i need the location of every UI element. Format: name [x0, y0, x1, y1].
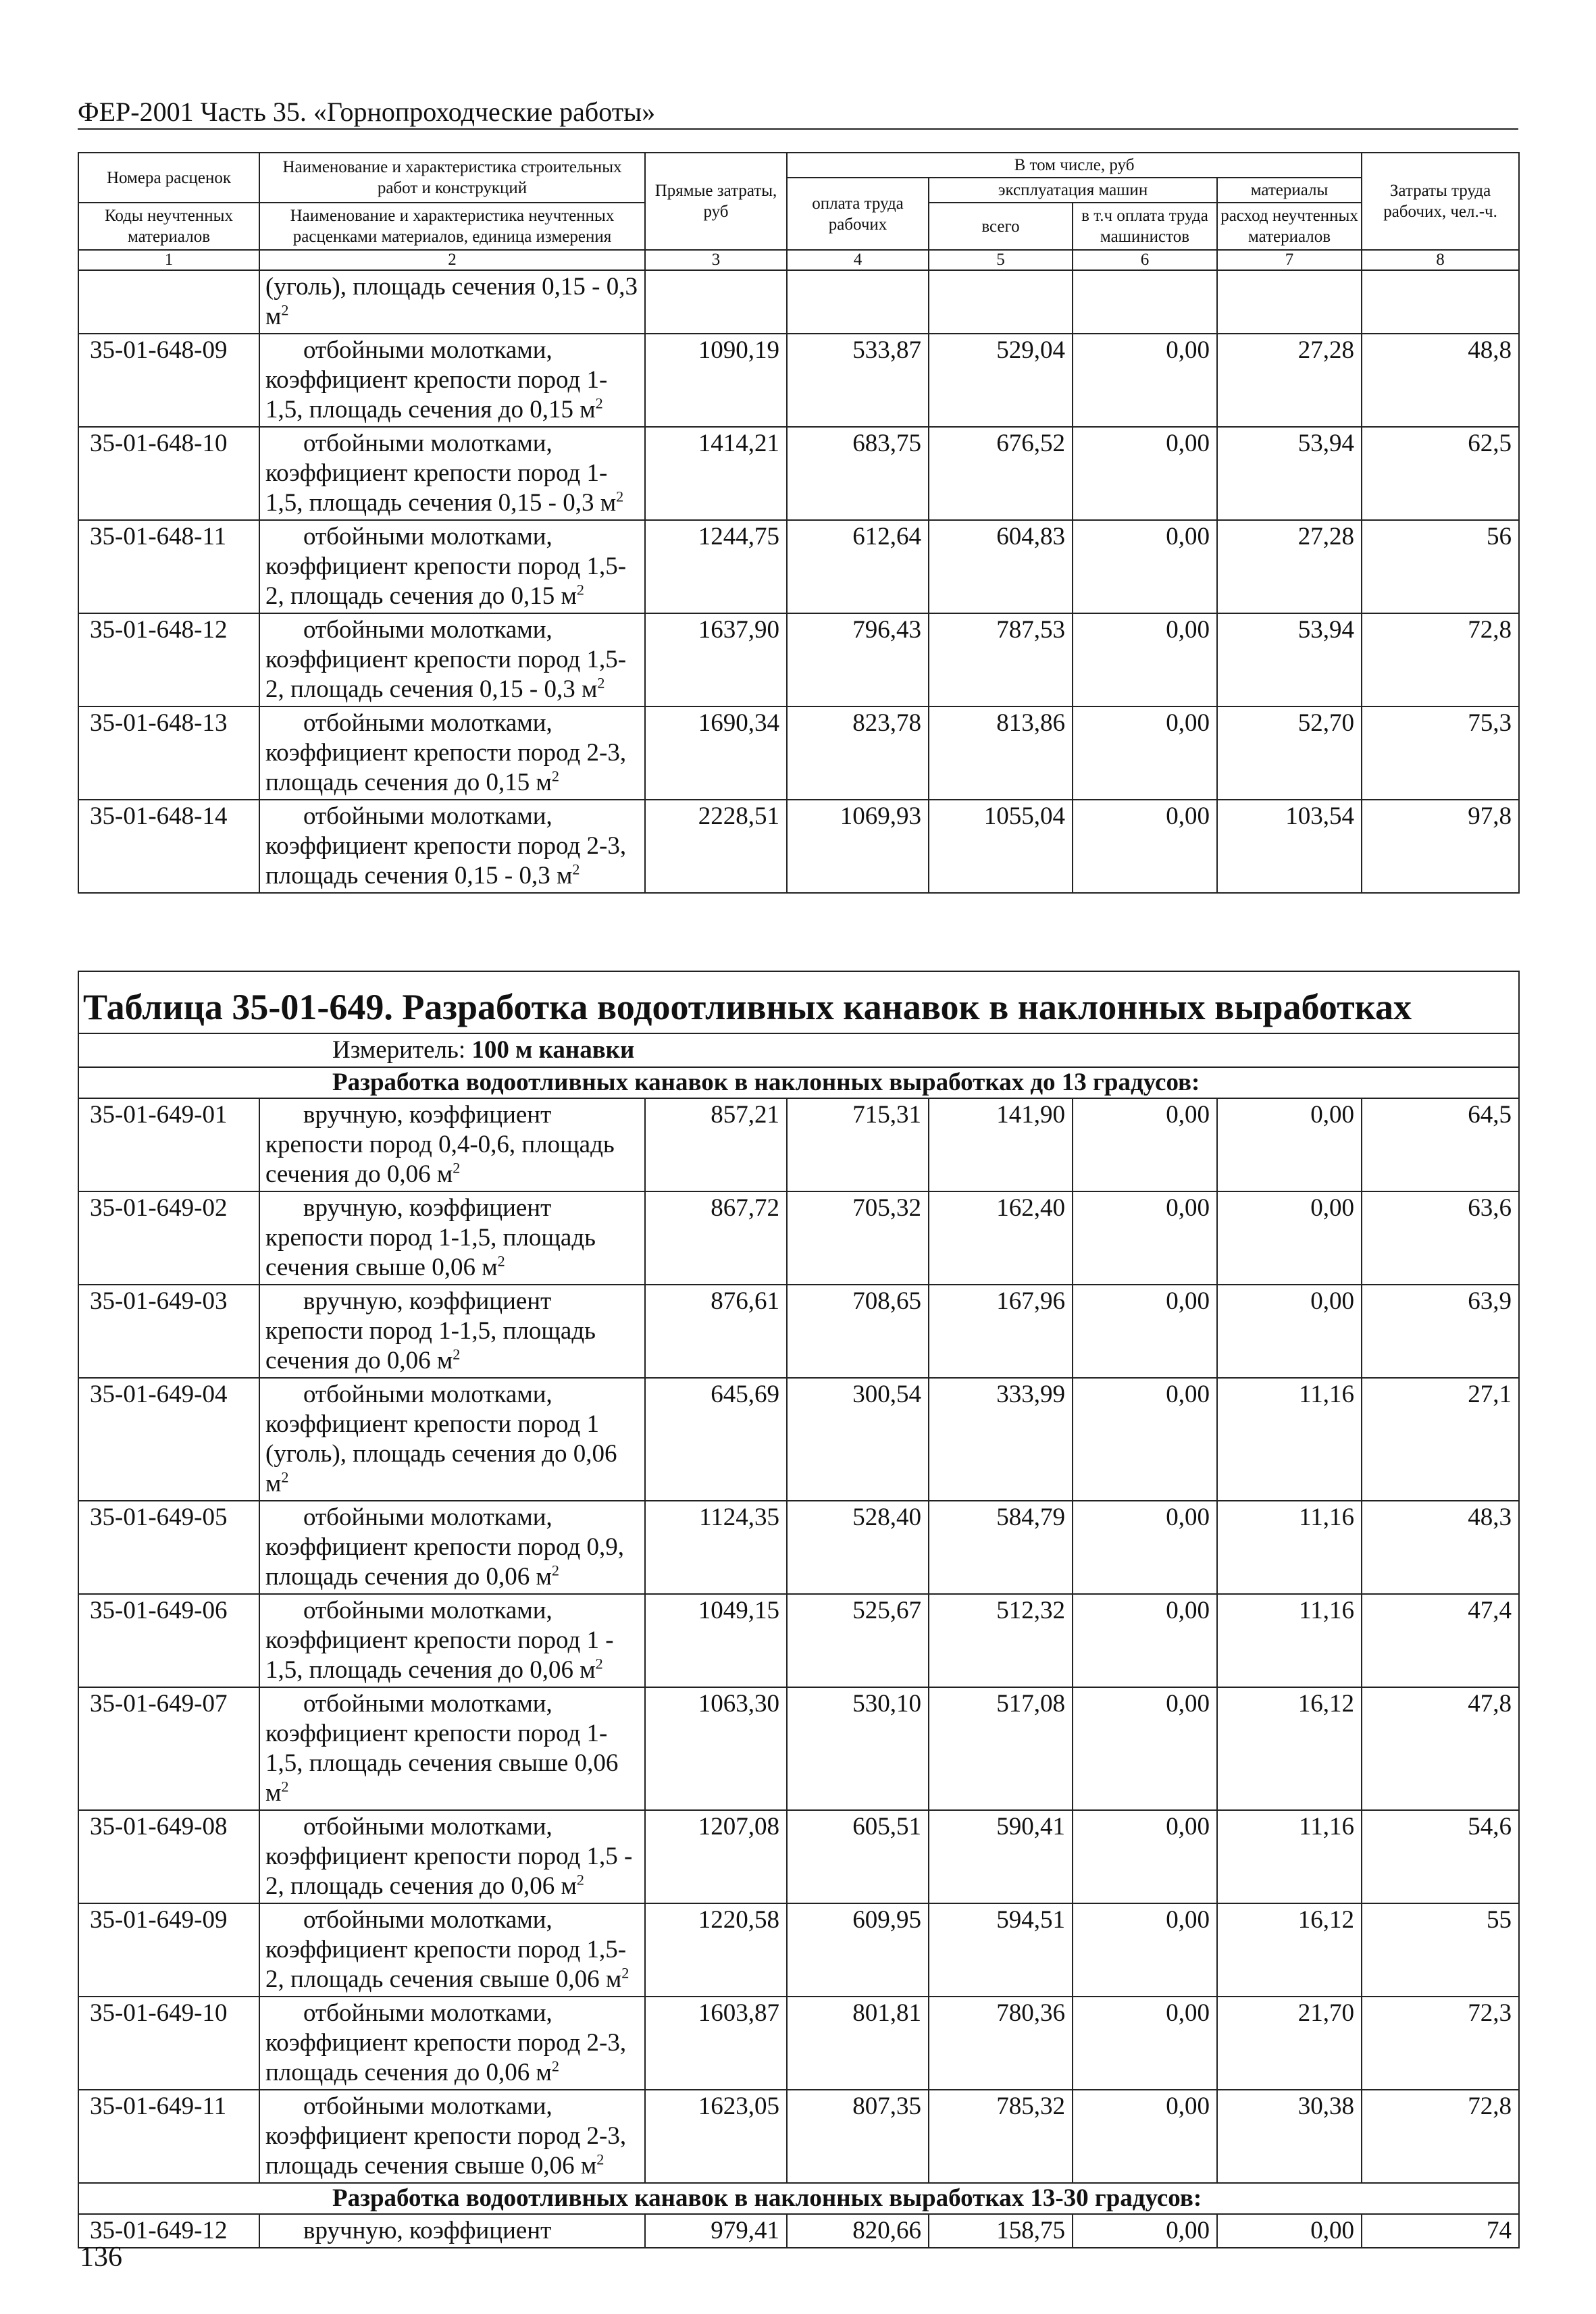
work-description: [259, 1501, 645, 1594]
materials-cost: 30,38: [1217, 2090, 1362, 2183]
machine-cost-total: 1055,04: [929, 800, 1073, 893]
direct-cost: 1414,21: [645, 427, 787, 520]
rate-code: 35-01-648-12: [78, 613, 259, 706]
table-row: [78, 613, 1519, 706]
superscript: 2: [551, 1562, 559, 1579]
superscript: 2: [453, 1345, 461, 1363]
col3-header: Прямые затраты, руб: [645, 153, 787, 250]
materials-cost: 53,94: [1217, 427, 1362, 520]
rate-code: 35-01-648-09: [78, 334, 259, 427]
machine-cost-total: 787,53: [929, 613, 1073, 706]
labor-hours: 72,8: [1362, 2090, 1519, 2183]
table-row: [78, 520, 1519, 613]
machine-cost-total: 512,32: [929, 1594, 1073, 1687]
superscript: 2: [551, 2057, 559, 2075]
superscript: 2: [497, 1252, 505, 1270]
labor-hours: 63,9: [1362, 1285, 1519, 1378]
price-table: [78, 152, 1520, 2248]
superscript: 2: [576, 1871, 584, 1888]
superscript: 2: [597, 674, 605, 692]
labor-cost: 715,31: [787, 1098, 929, 1191]
work-description: [259, 2214, 645, 2248]
rate-code: 35-01-649-03: [78, 1285, 259, 1378]
labor-cost: 801,81: [787, 1997, 929, 2090]
column-number: 5: [929, 250, 1073, 270]
description-text: отбойными молотками, коэффициент крепости пород 1 (уголь), площадь сечения до 0,06 м: [265, 1381, 617, 1497]
empty-cell: [1362, 270, 1519, 334]
machinist-cost: 0,00: [1073, 1594, 1217, 1687]
labor-hours: 56: [1362, 520, 1519, 613]
description-text: вручную, коэффициент: [303, 2217, 552, 2244]
machine-cost-total: 780,36: [929, 1997, 1073, 2090]
col8-header: Затраты труда рабочих, чел.-ч.: [1362, 153, 1519, 250]
rate-code: 35-01-649-07: [78, 1687, 259, 1810]
direct-cost: 1603,87: [645, 1997, 787, 2090]
description-text: отбойными молотками, коэффициент крепости пород 2-3, площадь сечения до 0,15 м: [265, 709, 627, 796]
table-title: [78, 971, 1519, 1033]
superscript: 2: [621, 1964, 629, 1982]
machinist-cost: 0,00: [1073, 520, 1217, 613]
machine-cost-total: 158,75: [929, 2214, 1073, 2248]
col6-header: в т.ч оплата труда машинистов: [1073, 203, 1217, 250]
direct-cost: 1220,58: [645, 1903, 787, 1997]
col1-bottom-header: Коды неучтенных материалов: [78, 203, 259, 250]
column-number: 2: [259, 250, 645, 270]
table-row: [78, 1191, 1519, 1285]
spacer-row: [78, 893, 1519, 971]
machinist-cost: 0,00: [1073, 2090, 1217, 2183]
table-title-text: Таблица 35-01-649. Разработка водоотливных канавок в наклонных выработках: [83, 987, 1412, 1027]
measure-row: [78, 1033, 1519, 1067]
superscript: 2: [453, 1159, 461, 1177]
table-row: [78, 1810, 1519, 1903]
direct-cost: 857,21: [645, 1098, 787, 1191]
labor-hours: 75,3: [1362, 706, 1519, 800]
rate-code: 35-01-649-02: [78, 1191, 259, 1285]
code-cell: [78, 270, 259, 334]
description-text: вручную, коэффициент крепости пород 1-1,5, площадь сечения до 0,06 м: [265, 1287, 596, 1374]
direct-cost: 1637,90: [645, 613, 787, 706]
table-title-cell: [78, 971, 1519, 1033]
superscript: 2: [572, 860, 580, 878]
direct-cost: 1623,05: [645, 2090, 787, 2183]
rate-code: 35-01-649-04: [78, 1378, 259, 1501]
rate-code: 35-01-649-12: [78, 2214, 259, 2248]
rate-code: 35-01-649-09: [78, 1903, 259, 1997]
labor-hours: 27,1: [1362, 1378, 1519, 1501]
materials-cost: 11,16: [1217, 1378, 1362, 1501]
column-number-row: [78, 250, 1519, 270]
labor-hours: 72,3: [1362, 1997, 1519, 2090]
labor-cost: 530,10: [787, 1687, 929, 1810]
materials-cost: 0,00: [1217, 2214, 1362, 2248]
direct-cost: 1690,34: [645, 706, 787, 800]
machine-cost-total: 333,99: [929, 1378, 1073, 1501]
labor-hours: 63,6: [1362, 1191, 1519, 1285]
materials-cost: 0,00: [1217, 1098, 1362, 1191]
machine-cost-total: 594,51: [929, 1903, 1073, 1997]
labor-cost: 528,40: [787, 1501, 929, 1594]
work-description: [259, 1098, 645, 1191]
labor-hours: 62,5: [1362, 427, 1519, 520]
rate-code: 35-01-649-11: [78, 2090, 259, 2183]
table-row: [78, 1997, 1519, 2090]
section-heading: [78, 2183, 1519, 2214]
work-description: [259, 1378, 645, 1501]
table-row: [78, 706, 1519, 800]
table-row: [78, 2214, 1519, 2248]
rate-code: 35-01-648-14: [78, 800, 259, 893]
machinist-cost: 0,00: [1073, 800, 1217, 893]
machine-cost-total: 517,08: [929, 1687, 1073, 1810]
labor-cost: 300,54: [787, 1378, 929, 1501]
description-text: отбойными молотками, коэффициент крепости пород 2-3, площадь сечения свыше 0,06 м: [265, 2092, 627, 2180]
machine-cost-total: 167,96: [929, 1285, 1073, 1378]
labor-hours: 48,3: [1362, 1501, 1519, 1594]
machine-cost-total: 584,79: [929, 1501, 1073, 1594]
header-row-1: [78, 153, 1519, 178]
description-text: отбойными молотками, коэффициент крепости пород 2-3, площадь сечения до 0,06 м: [265, 1999, 627, 2086]
description-text: вручную, коэффициент крепости пород 0,4-0,6, площадь сечения до 0,06 м: [265, 1101, 615, 1188]
direct-cost: 876,61: [645, 1285, 787, 1378]
materials-cost: 16,12: [1217, 1687, 1362, 1810]
machine-cost-total: 604,83: [929, 520, 1073, 613]
section-heading-text: Разработка водоотливных канавок в наклонных выработках до 13 градусов:: [332, 1069, 1200, 1096]
labor-hours: 47,4: [1362, 1594, 1519, 1687]
work-description: [259, 1285, 645, 1378]
direct-cost: 1244,75: [645, 520, 787, 613]
materials-cost: 11,16: [1217, 1810, 1362, 1903]
work-description: [259, 520, 645, 613]
page-header: ФЕР-2001 Часть 35. «Горнопроходческие работы»: [78, 97, 656, 127]
table-row: [78, 1687, 1519, 1810]
col5-header: всего: [929, 203, 1073, 250]
table-row: [78, 1501, 1519, 1594]
labor-hours: 55: [1362, 1903, 1519, 1997]
materials-cost: 21,70: [1217, 1997, 1362, 2090]
machinist-cost: 0,00: [1073, 1285, 1217, 1378]
labor-hours: 48,8: [1362, 334, 1519, 427]
direct-cost: 867,72: [645, 1191, 787, 1285]
labor-hours: 64,5: [1362, 1098, 1519, 1191]
labor-cost: 533,87: [787, 334, 929, 427]
materials-cost: 11,16: [1217, 1501, 1362, 1594]
description-text: отбойными молотками, коэффициент крепости пород 1-1,5, площадь сечения до 0,15 м: [265, 336, 608, 423]
superscript: 2: [551, 767, 559, 785]
table-row: [78, 334, 1519, 427]
machine-cost-total: 785,32: [929, 2090, 1073, 2183]
machine-cost-total: 529,04: [929, 334, 1073, 427]
labor-cost: 705,32: [787, 1191, 929, 1285]
work-description: [259, 706, 645, 800]
measure-value: 100 м канавки: [471, 1036, 635, 1064]
labor-cost: 820,66: [787, 2214, 929, 2248]
labor-cost: 823,78: [787, 706, 929, 800]
machinist-cost: 0,00: [1073, 334, 1217, 427]
direct-cost: 1124,35: [645, 1501, 787, 1594]
superscript: 2: [595, 1655, 603, 1672]
machinist-cost: 0,00: [1073, 1191, 1217, 1285]
machine-cost-total: 676,52: [929, 427, 1073, 520]
machinist-cost: 0,00: [1073, 1098, 1217, 1191]
direct-cost: 645,69: [645, 1378, 787, 1501]
column-number: 3: [645, 250, 787, 270]
table-row: [78, 1285, 1519, 1378]
table-row: [78, 1098, 1519, 1191]
machinist-cost: 0,00: [1073, 427, 1217, 520]
machinist-cost: 0,00: [1073, 1903, 1217, 1997]
table-row: [78, 800, 1519, 893]
column-number: 1: [78, 250, 259, 270]
machinist-cost: 0,00: [1073, 2214, 1217, 2248]
continuation-text: (уголь), площадь сечения 0,15 - 0,3 м: [265, 273, 638, 330]
rate-code: 35-01-648-11: [78, 520, 259, 613]
rate-code: 35-01-649-08: [78, 1810, 259, 1903]
machinist-cost: 0,00: [1073, 1687, 1217, 1810]
work-description: [259, 613, 645, 706]
materials-cost: 16,12: [1217, 1903, 1362, 1997]
materials-cost: 27,28: [1217, 520, 1362, 613]
table-row: [78, 1378, 1519, 1501]
description-text: отбойными молотками, коэффициент крепости пород 1 - 1,5, площадь сечения до 0,06 м: [265, 1597, 614, 1684]
superscript: 2: [281, 1778, 289, 1795]
materials-cost: 53,94: [1217, 613, 1362, 706]
col2-top-header: Наименование и характеристика строительных работ и конструкций: [259, 153, 645, 203]
work-description: [259, 334, 645, 427]
measure-label: Измеритель:: [332, 1036, 466, 1064]
labor-cost: 796,43: [787, 613, 929, 706]
machinist-cost: 0,00: [1073, 1501, 1217, 1594]
measure-row-cell: [78, 1033, 1519, 1067]
direct-cost: 2228,51: [645, 800, 787, 893]
work-description: [259, 427, 645, 520]
labor-cost: 612,64: [787, 520, 929, 613]
work-description: [259, 1810, 645, 1903]
superscript: 2: [595, 394, 603, 412]
rate-code: 35-01-649-10: [78, 1997, 259, 2090]
machine-cost-total: 590,41: [929, 1810, 1073, 1903]
superscript: 2: [596, 2151, 604, 2168]
labor-hours: 74: [1362, 2214, 1519, 2248]
materials-cost: 103,54: [1217, 800, 1362, 893]
description-text: отбойными молотками, коэффициент крепости пород 1,5-2, площадь сечения до 0,15 м: [265, 523, 627, 610]
work-description: [259, 2090, 645, 2183]
description-text: вручную, коэффициент крепости пород 1-1,5, площадь сечения свыше 0,06 м: [265, 1194, 596, 1281]
spacer-cell: [78, 893, 1519, 971]
section-heading: [78, 1067, 1519, 1098]
labor-cost: 708,65: [787, 1285, 929, 1378]
labor-hours: 47,8: [1362, 1687, 1519, 1810]
col2-bottom-header: Наименование и характеристика неучтенных расценками материалов, единица измерения: [259, 203, 645, 250]
superscript: 2: [281, 1468, 289, 1486]
labor-cost: 609,95: [787, 1903, 929, 1997]
page-number: 136: [80, 2242, 122, 2273]
materials-cost: 11,16: [1217, 1594, 1362, 1687]
section-heading-text: Разработка водоотливных канавок в наклонных выработках 13-30 градусов:: [332, 2184, 1202, 2212]
direct-cost: 1049,15: [645, 1594, 787, 1687]
superscript: 2: [616, 488, 624, 505]
empty-cell: [1073, 270, 1217, 334]
direct-cost: 1063,30: [645, 1687, 787, 1810]
machinist-cost: 0,00: [1073, 1810, 1217, 1903]
column-number: 4: [787, 250, 929, 270]
work-description: [259, 1903, 645, 1997]
labor-cost: 807,35: [787, 2090, 929, 2183]
superscript: 2: [281, 301, 289, 319]
materials-cost: 52,70: [1217, 706, 1362, 800]
machinist-cost: 0,00: [1073, 613, 1217, 706]
col4-header: оплата труда рабочих: [787, 178, 929, 250]
materials-cost: 0,00: [1217, 1285, 1362, 1378]
labor-cost: 683,75: [787, 427, 929, 520]
labor-hours: 54,6: [1362, 1810, 1519, 1903]
description-text: отбойными молотками, коэффициент крепости пород 1,5 - 2, площадь сечения до 0,06 м: [265, 1813, 633, 1900]
description-text: отбойными молотками, коэффициент крепости пород 1,5-2, площадь сечения 0,15 - 0,3 м: [265, 616, 627, 703]
col1-top-header: Номера расценок: [78, 153, 259, 203]
labor-cost: 1069,93: [787, 800, 929, 893]
col7-header: расход неучтенных материалов: [1217, 203, 1362, 250]
machinist-cost: 0,00: [1073, 1997, 1217, 2090]
direct-cost: 979,41: [645, 2214, 787, 2248]
materials-header: материалы: [1217, 178, 1362, 203]
labor-cost: 525,67: [787, 1594, 929, 1687]
empty-cell: [1217, 270, 1362, 334]
description-text: отбойными молотками, коэффициент крепости пород 1,5-2, площадь сечения свыше 0,06 м: [265, 1906, 627, 1993]
machine-cost-total: 141,90: [929, 1098, 1073, 1191]
materials-cost: 0,00: [1217, 1191, 1362, 1285]
work-description: [259, 1687, 645, 1810]
machinist-cost: 0,00: [1073, 706, 1217, 800]
empty-cell: [929, 270, 1073, 334]
work-description: [259, 1191, 645, 1285]
table-row: [78, 427, 1519, 520]
empty-cell: [645, 270, 787, 334]
table-row: [78, 1903, 1519, 1997]
machine-cost-total: 162,40: [929, 1191, 1073, 1285]
labor-cost: 605,51: [787, 1810, 929, 1903]
empty-cell: [787, 270, 929, 334]
work-description: [259, 800, 645, 893]
header-rule: [78, 128, 1518, 130]
labor-hours: 72,8: [1362, 613, 1519, 706]
rate-code: 35-01-648-10: [78, 427, 259, 520]
work-description: [259, 1997, 645, 2090]
column-number: 6: [1073, 250, 1217, 270]
description-text: отбойными молотками, коэффициент крепости пород 0,9, площадь сечения до 0,06 м: [265, 1503, 625, 1591]
machines-header: эксплуатация машин: [929, 178, 1217, 203]
column-number: 8: [1362, 250, 1519, 270]
table-row: [78, 1594, 1519, 1687]
work-description: [259, 1594, 645, 1687]
machine-cost-total: 813,86: [929, 706, 1073, 800]
rate-code: 35-01-649-01: [78, 1098, 259, 1191]
description-text: отбойными молотками, коэффициент крепости пород 1-1,5, площадь сечения свыше 0,06 м: [265, 1690, 619, 1807]
description-cell: [259, 270, 645, 334]
materials-cost: 27,28: [1217, 334, 1362, 427]
direct-cost: 1090,19: [645, 334, 787, 427]
column-number: 7: [1217, 250, 1362, 270]
table-row: [78, 2090, 1519, 2183]
including-header: В том числе, руб: [787, 153, 1362, 178]
rate-code: 35-01-649-05: [78, 1501, 259, 1594]
section-heading-cell: [78, 2183, 1519, 2214]
rate-code: 35-01-648-13: [78, 706, 259, 800]
labor-hours: 97,8: [1362, 800, 1519, 893]
continuation-row: [78, 270, 1519, 334]
rate-code: 35-01-649-06: [78, 1594, 259, 1687]
section-heading-cell: [78, 1067, 1519, 1098]
description-text: отбойными молотками, коэффициент крепости пород 1-1,5, площадь сечения 0,15 - 0,3 м: [265, 430, 617, 517]
description-text: отбойными молотками, коэффициент крепости пород 2-3, площадь сечения 0,15 - 0,3 м: [265, 802, 627, 890]
direct-cost: 1207,08: [645, 1810, 787, 1903]
superscript: 2: [576, 581, 584, 598]
machinist-cost: 0,00: [1073, 1378, 1217, 1501]
